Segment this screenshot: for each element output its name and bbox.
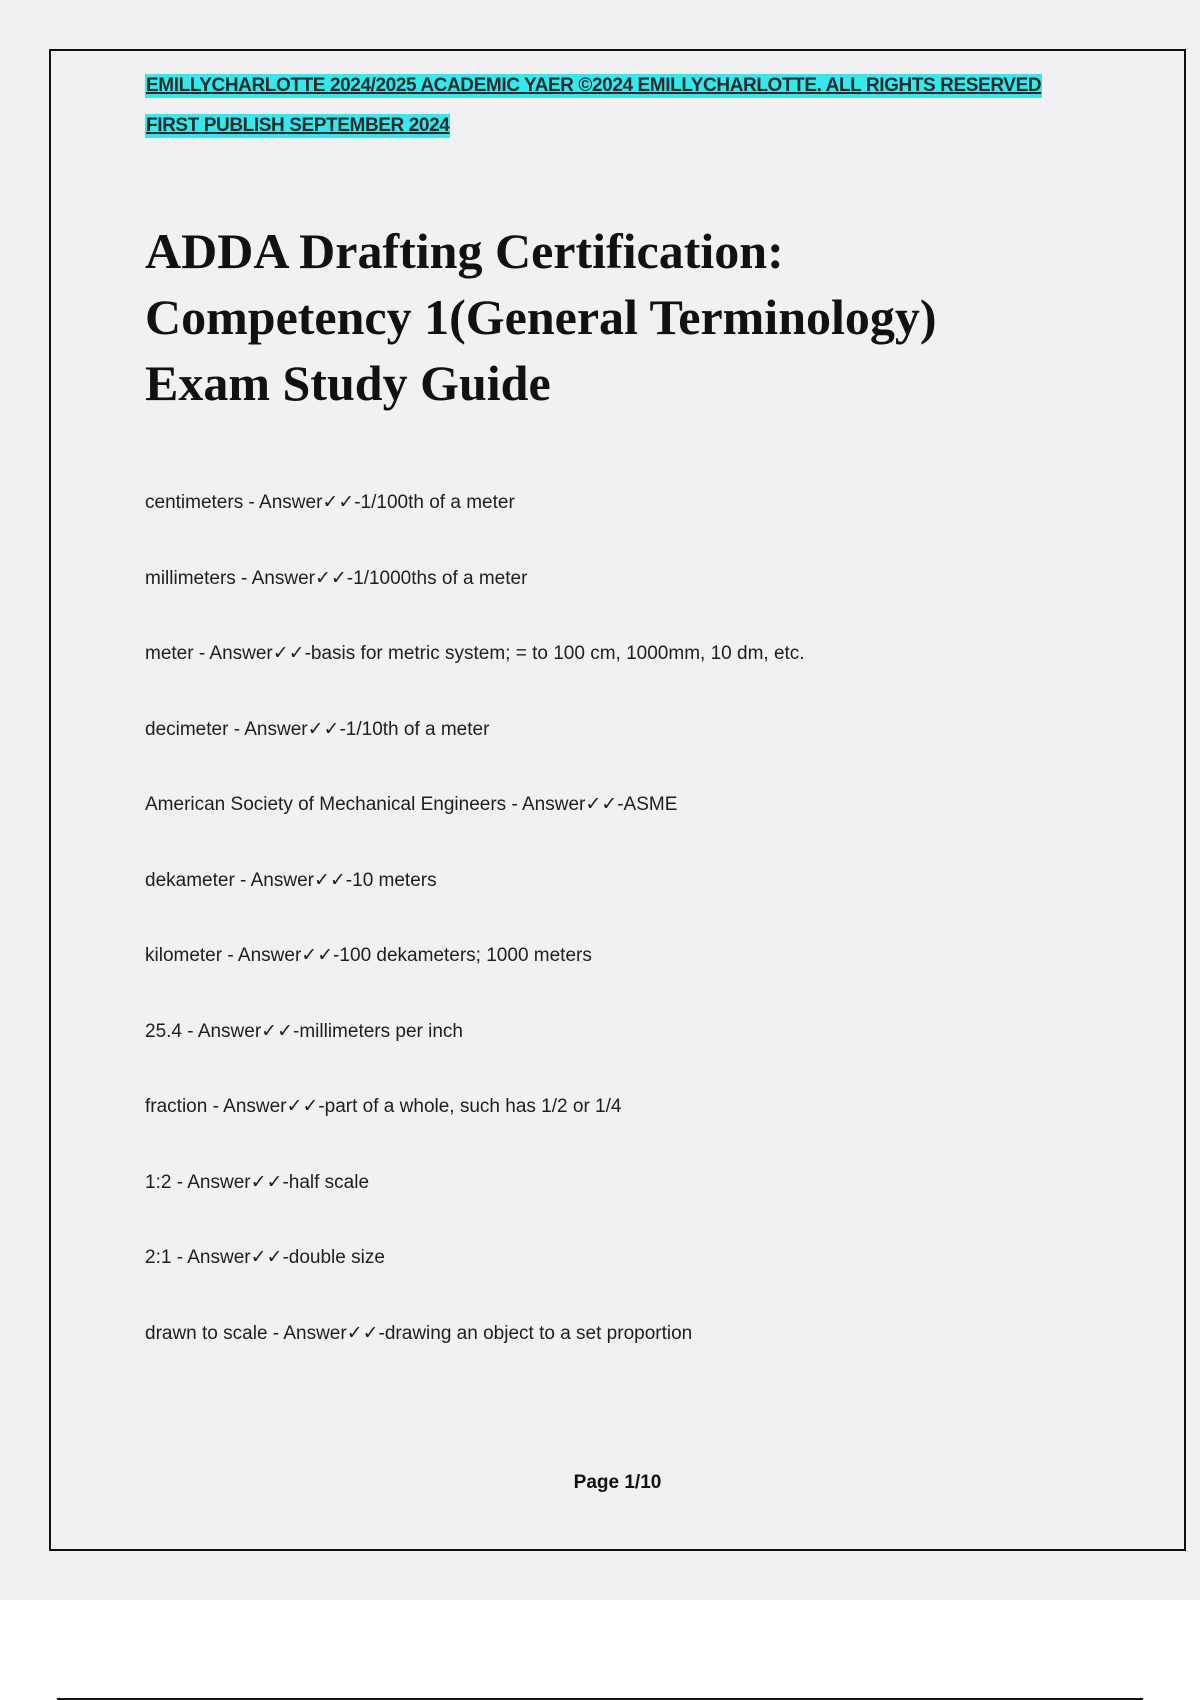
list-item: fraction - Answer✓✓-part of a whole, such has 1/2 or 1/4 — [145, 1096, 622, 1117]
list-item: American Society of Mechanical Engineers - Answer✓✓-ASME — [145, 794, 678, 815]
list-item: drawn to scale - Answer✓✓-drawing an object to a set proportion — [145, 1322, 693, 1344]
list-item: 1:2 - Answer✓✓-half scale — [145, 1171, 370, 1193]
list-item: kilometer - Answer✓✓-100 dekameters; 1000 meters — [145, 945, 592, 966]
list-item: 25.4 - Answer✓✓-millimeters per inch — [145, 1020, 463, 1042]
page-number: Page 1/10 — [573, 1472, 662, 1493]
list-item: centimeters - Answer✓✓-1/100th of a meter — [145, 492, 515, 513]
title-line-3: Exam Study Guide — [145, 355, 551, 411]
list-item: meter - Answer✓✓-basis for metric system; = to 100 cm, 1000mm, 10 dm, etc. — [145, 643, 805, 664]
list-item: 2:1 - Answer✓✓-double size — [145, 1247, 385, 1268]
document-title — [145, 218, 1145, 416]
title-line-2: Competency 1(General Terminology) — [145, 289, 937, 345]
copyright-header: EMILLYCHARLOTTE 2024/2025 ACADEMIC YAER ©2024 EMILLYCHARLOTTE. ALL RIGHTS RESERVED — [146, 75, 1042, 96]
title-line-1: ADDA Drafting Certification: — [145, 223, 784, 279]
list-item: dekameter - Answer✓✓-10 meters — [145, 869, 437, 891]
list-item: decimeter - Answer✓✓-1/10th of a meter — [145, 718, 490, 740]
publish-date-header: FIRST PUBLISH SEPTEMBER 2024 — [146, 115, 450, 136]
question-answer-list — [145, 488, 805, 1394]
list-item: millimeters - Answer✓✓-1/1000ths of a meter — [145, 567, 528, 589]
